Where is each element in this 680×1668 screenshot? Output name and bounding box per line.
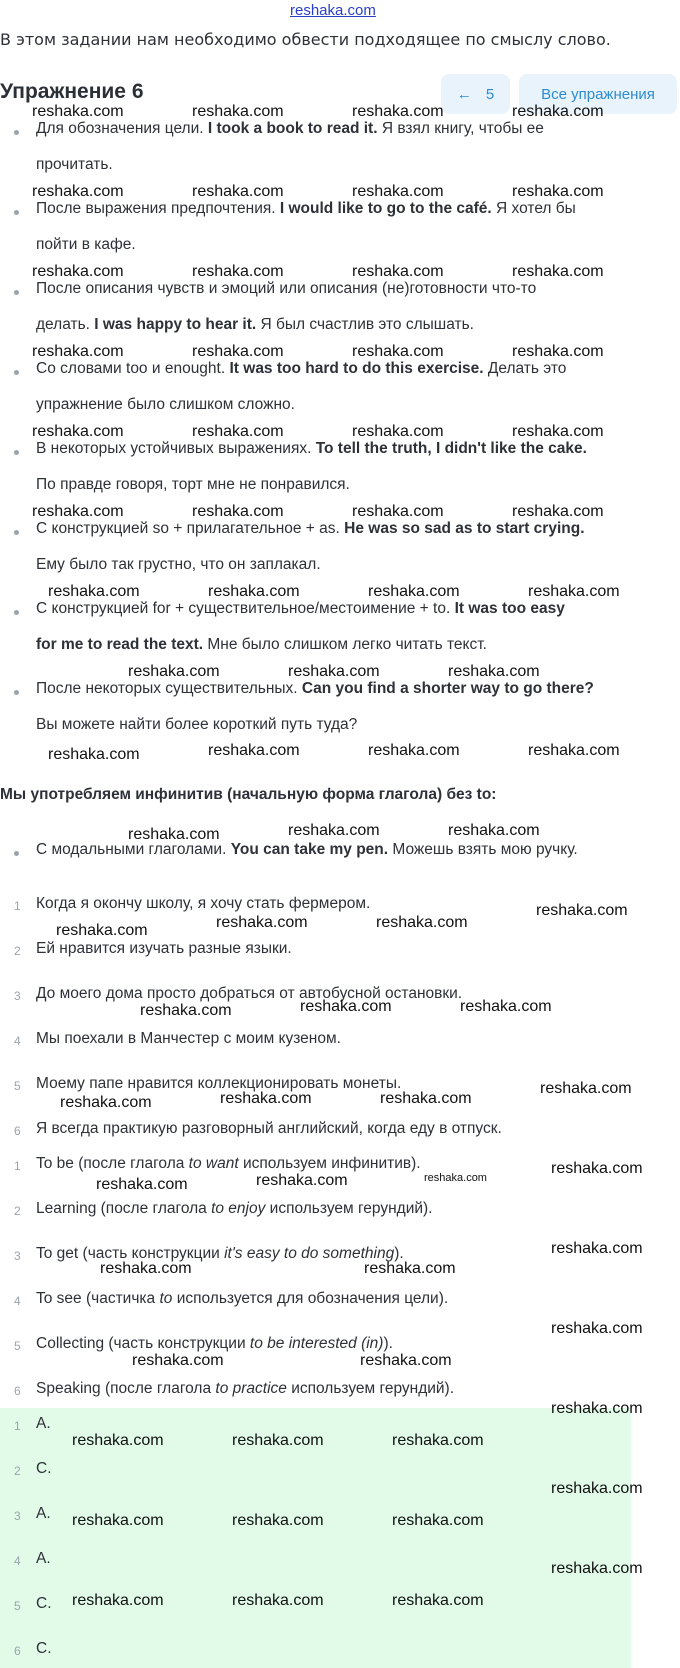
watermark-text: reshaka.com bbox=[551, 1560, 643, 1577]
watermark-text: reshaka.com bbox=[56, 922, 148, 939]
prev-exercise-button[interactable] bbox=[441, 74, 510, 114]
watermark-text: reshaka.com bbox=[32, 103, 124, 120]
arrow-left-icon: ← bbox=[456, 85, 472, 103]
rule-text-cont: Вы можете найти более короткий путь туда? bbox=[36, 716, 358, 733]
answer-item: C. bbox=[36, 1595, 52, 1612]
bullet-dot bbox=[14, 450, 19, 455]
watermark-text: reshaka.com bbox=[551, 1240, 643, 1257]
watermark-text: reshaka.com bbox=[551, 1480, 643, 1497]
watermark-text: reshaka.com bbox=[192, 343, 284, 360]
translation-number: 3 bbox=[14, 989, 21, 1003]
watermark-text: reshaka.com bbox=[32, 343, 124, 360]
answer-item: C. bbox=[36, 1460, 52, 1477]
site-link[interactable]: reshaka.com bbox=[290, 2, 376, 19]
answer-number: 1 bbox=[14, 1419, 21, 1433]
translation-number: 1 bbox=[14, 899, 21, 913]
rule-example: He was so sad as to start crying. bbox=[344, 520, 585, 537]
rule-text-cont: прочитать. bbox=[36, 156, 113, 173]
watermark-text: reshaka.com bbox=[352, 183, 444, 200]
watermark-text: reshaka.com bbox=[368, 742, 460, 759]
watermark-text: reshaka.com bbox=[364, 1260, 456, 1277]
watermark-text: reshaka.com bbox=[512, 103, 604, 120]
rule-example: I took a book to read it. bbox=[207, 120, 378, 137]
answer-item: A. bbox=[36, 1550, 51, 1567]
watermark-text: reshaka.com bbox=[448, 822, 540, 839]
watermark-text: reshaka.com bbox=[100, 1260, 192, 1277]
rule-example: Can you find a shorter way to go there? bbox=[301, 680, 594, 697]
watermark-text: reshaka.com bbox=[128, 663, 220, 680]
explanation-term: to bbox=[159, 1290, 173, 1307]
explanation-number: 3 bbox=[14, 1249, 21, 1263]
explanation-item bbox=[36, 1200, 433, 1218]
rule-line-2 bbox=[36, 147, 676, 183]
watermark-text: reshaka.com bbox=[551, 1400, 643, 1417]
translation-item: Ей нравится изучать разные языки. bbox=[36, 940, 292, 957]
rule-translation: Делать это bbox=[483, 360, 567, 377]
explanation-text-end: используется для обозначения цели). bbox=[172, 1290, 449, 1307]
answer-number: 2 bbox=[14, 1464, 21, 1478]
watermark-text: reshaka.com bbox=[551, 1320, 643, 1337]
watermark-text: reshaka.com bbox=[60, 1094, 152, 1111]
answer-number: 3 bbox=[14, 1509, 21, 1523]
watermark-text: reshaka.com bbox=[192, 263, 284, 280]
rule-text: В некоторых устойчивых выражениях. bbox=[36, 440, 316, 457]
explanation-text: Learning (после глагола bbox=[36, 1200, 212, 1217]
explanation-text-end: используем герундий). bbox=[286, 1380, 455, 1397]
translation-number: 4 bbox=[14, 1034, 21, 1048]
explanation-term: to want bbox=[188, 1155, 239, 1172]
watermark-text: reshaka.com bbox=[48, 746, 140, 763]
explanation-text: To be (после глагола bbox=[36, 1155, 189, 1172]
rule-text: С конструкцией so + прилагательное + as. bbox=[36, 520, 345, 537]
intro-text: В этом задании нам необходимо обвести подходящее по смыслу слово. bbox=[0, 30, 611, 49]
explanation-item bbox=[36, 1335, 393, 1353]
rule-text-cont: упражнение было слишком сложно. bbox=[36, 396, 295, 413]
watermark-text: reshaka.com bbox=[300, 998, 392, 1015]
watermark-text: reshaka.com bbox=[232, 1512, 324, 1529]
watermark-text: reshaka.com bbox=[232, 1592, 324, 1609]
watermark-text: reshaka.com bbox=[140, 1002, 232, 1019]
explanation-text-end: ). bbox=[394, 1245, 404, 1262]
watermark-text: reshaka.com bbox=[192, 503, 284, 520]
watermark-text: reshaka.com bbox=[512, 503, 604, 520]
watermark-text: reshaka.com bbox=[512, 183, 604, 200]
answer-number: 6 bbox=[14, 1644, 21, 1658]
explanation-number: 4 bbox=[14, 1294, 21, 1308]
watermark-text: reshaka.com bbox=[48, 583, 140, 600]
rule-example-cont: for me to read the text. bbox=[36, 636, 204, 653]
rule-text: После некоторых существительных. bbox=[36, 680, 302, 697]
explanation-term: to be interested (in) bbox=[249, 1335, 384, 1352]
rule-text-cont: пойти в кафе. bbox=[36, 236, 136, 253]
rule-example: I would like to go to the café. bbox=[279, 200, 492, 217]
answer-item: C. bbox=[36, 1640, 52, 1657]
explanation-item bbox=[36, 1155, 421, 1173]
rule-translation: Я взял книгу, чтобы ее bbox=[377, 120, 544, 137]
explanation-text-end: используем герундий). bbox=[265, 1200, 433, 1217]
watermark-text: reshaka.com bbox=[528, 742, 620, 759]
watermark-text: reshaka.com bbox=[256, 1172, 348, 1189]
watermark-text: reshaka.com bbox=[232, 1432, 324, 1449]
watermark-text: reshaka.com bbox=[288, 822, 380, 839]
explanation-term: it's easy to do something bbox=[224, 1245, 395, 1262]
rule-line-2 bbox=[36, 227, 676, 263]
bullet-dot bbox=[14, 210, 19, 215]
rule-line-2 bbox=[36, 627, 676, 663]
explanation-item bbox=[36, 1245, 404, 1263]
watermark-text: reshaka.com bbox=[512, 343, 604, 360]
explanation-text: To see (частичка bbox=[36, 1290, 160, 1307]
watermark-text: reshaka.com bbox=[540, 1080, 632, 1097]
watermark-text: reshaka.com bbox=[192, 103, 284, 120]
translation-item: Моему папе нравится коллекционировать монеты. bbox=[36, 1075, 402, 1092]
prev-exercise-number: 5 bbox=[485, 85, 495, 103]
watermark-text: reshaka.com bbox=[96, 1176, 188, 1193]
explanation-number: 5 bbox=[14, 1339, 21, 1353]
watermark-text: reshaka.com bbox=[216, 914, 308, 931]
answer-item: A. bbox=[36, 1415, 51, 1432]
bullet-dot bbox=[14, 610, 19, 615]
rule-text: После выражения предпочтения. bbox=[36, 200, 280, 217]
watermark-text: reshaka.com bbox=[32, 183, 124, 200]
watermark-text: reshaka.com bbox=[72, 1432, 164, 1449]
rule-translation-cont: Мне было слишком легко читать текст. bbox=[203, 636, 487, 653]
translation-item: Мы поехали в Манчестер с моим кузеном. bbox=[36, 1030, 341, 1047]
translation-number: 2 bbox=[14, 944, 21, 958]
rule-line-2 bbox=[36, 467, 676, 503]
rule-line-2 bbox=[36, 707, 676, 743]
rule-line-2 bbox=[36, 547, 676, 583]
explanation-number: 2 bbox=[14, 1204, 21, 1218]
watermark-text: reshaka.com bbox=[424, 1172, 487, 1184]
translation-number: 5 bbox=[14, 1079, 21, 1093]
answer-number: 4 bbox=[14, 1554, 21, 1568]
rule-text: Со словами too и enought. bbox=[36, 360, 230, 377]
watermark-text: reshaka.com bbox=[352, 423, 444, 440]
explanation-item bbox=[36, 1290, 448, 1308]
watermark-text: reshaka.com bbox=[72, 1512, 164, 1529]
watermark-text: reshaka.com bbox=[512, 423, 604, 440]
translation-item: Когда я окончу школу, я хочу стать фермером. bbox=[36, 895, 371, 912]
watermark-text: reshaka.com bbox=[32, 423, 124, 440]
translation-item: Я всегда практикую разговорный английский, когда еду в отпуск. bbox=[36, 1120, 502, 1137]
bullet-dot bbox=[14, 530, 19, 535]
rule-text-cont: делать. bbox=[36, 316, 95, 333]
watermark-text: reshaka.com bbox=[536, 902, 628, 919]
watermark-text: reshaka.com bbox=[460, 998, 552, 1015]
explanation-text-end: ). bbox=[383, 1335, 393, 1352]
watermark-text: reshaka.com bbox=[360, 1352, 452, 1369]
watermark-text: reshaka.com bbox=[512, 263, 604, 280]
watermark-text: reshaka.com bbox=[368, 583, 460, 600]
explanation-text: Speaking (после глагола bbox=[36, 1380, 216, 1397]
watermark-text: reshaka.com bbox=[448, 663, 540, 680]
watermark-text: reshaka.com bbox=[352, 343, 444, 360]
watermark-text: reshaka.com bbox=[376, 914, 468, 931]
watermark-text: reshaka.com bbox=[208, 583, 300, 600]
answer-item: A. bbox=[36, 1505, 51, 1522]
watermark-text: reshaka.com bbox=[192, 183, 284, 200]
rule-line-2 bbox=[36, 387, 676, 423]
watermark-text: reshaka.com bbox=[551, 1160, 643, 1177]
watermark-text: reshaka.com bbox=[528, 583, 620, 600]
bullet-dot bbox=[14, 690, 19, 695]
rule-example: To tell the truth, I didn't like the cake. bbox=[315, 440, 587, 457]
rule-text: Для обозначения цели. bbox=[36, 120, 208, 137]
bullet-dot bbox=[14, 851, 19, 856]
explanation-text: To get (часть конструкции bbox=[36, 1245, 225, 1262]
watermark-text: reshaka.com bbox=[32, 503, 124, 520]
explanation-number: 1 bbox=[14, 1159, 21, 1173]
rule-translation: Я хотел бы bbox=[491, 200, 576, 217]
bullet-dot bbox=[14, 370, 19, 375]
explanation-term: to practice bbox=[215, 1380, 287, 1397]
explanation-item bbox=[36, 1380, 454, 1398]
watermark-text: reshaka.com bbox=[220, 1090, 312, 1107]
page-title: Упражнение 6 bbox=[0, 80, 144, 103]
section-heading: Мы употребляем инфинитив (начальную форма глагола) без to: bbox=[0, 786, 497, 803]
rule-text: После описания чувств и эмоций или описания (не)готовности что-то bbox=[36, 280, 537, 297]
rule-text-cont: По правде говоря, торт мне не понравился. bbox=[36, 476, 350, 493]
watermark-text: reshaka.com bbox=[392, 1432, 484, 1449]
watermark-text: reshaka.com bbox=[352, 103, 444, 120]
all-exercises-label: Все упражнения bbox=[541, 85, 655, 103]
watermark-text: reshaka.com bbox=[288, 663, 380, 680]
watermark-text: reshaka.com bbox=[192, 423, 284, 440]
watermark-text: reshaka.com bbox=[380, 1090, 472, 1107]
watermark-text: reshaka.com bbox=[392, 1592, 484, 1609]
watermark-text: reshaka.com bbox=[72, 1592, 164, 1609]
explanation-number: 6 bbox=[14, 1384, 21, 1398]
translation-number: 6 bbox=[14, 1124, 21, 1138]
explanation-term: to enjoy bbox=[211, 1200, 266, 1217]
watermark-text: reshaka.com bbox=[352, 503, 444, 520]
explanation-text-end: используем инфинитив). bbox=[238, 1155, 421, 1172]
rule-text-cont: Ему было так грустно, что он заплакал. bbox=[36, 556, 321, 573]
modal-bullet-text: С модальными глаголами. bbox=[36, 841, 231, 858]
rule-example-cont: I was happy to hear it. bbox=[94, 316, 257, 333]
answer-number: 5 bbox=[14, 1599, 21, 1613]
rule-example: It was too hard to do this exercise. bbox=[229, 360, 484, 377]
watermark-text: reshaka.com bbox=[32, 263, 124, 280]
translation-item: До моего дома просто добраться от автобусной остановки. bbox=[36, 985, 463, 1002]
rule-line-2 bbox=[36, 307, 676, 343]
rule-translation-cont: Я был счастлив это слышать. bbox=[256, 316, 474, 333]
watermark-text: reshaka.com bbox=[132, 1352, 224, 1369]
watermark-text: reshaka.com bbox=[352, 263, 444, 280]
modal-bullet-example: You can take my pen. bbox=[230, 841, 389, 858]
modal-bullet-translation: Можешь взять мою ручку. bbox=[388, 841, 578, 858]
watermark-text: reshaka.com bbox=[208, 742, 300, 759]
watermark-text: reshaka.com bbox=[392, 1512, 484, 1529]
bullet-dot bbox=[14, 130, 19, 135]
rule-text: С конструкцией for + существительное/местоимение + to. bbox=[36, 600, 455, 617]
bullet-dot bbox=[14, 290, 19, 295]
rule-example: It was too easy bbox=[454, 600, 565, 617]
watermark-text: reshaka.com bbox=[128, 826, 220, 843]
explanation-text: Collecting (часть конструкции bbox=[36, 1335, 250, 1352]
